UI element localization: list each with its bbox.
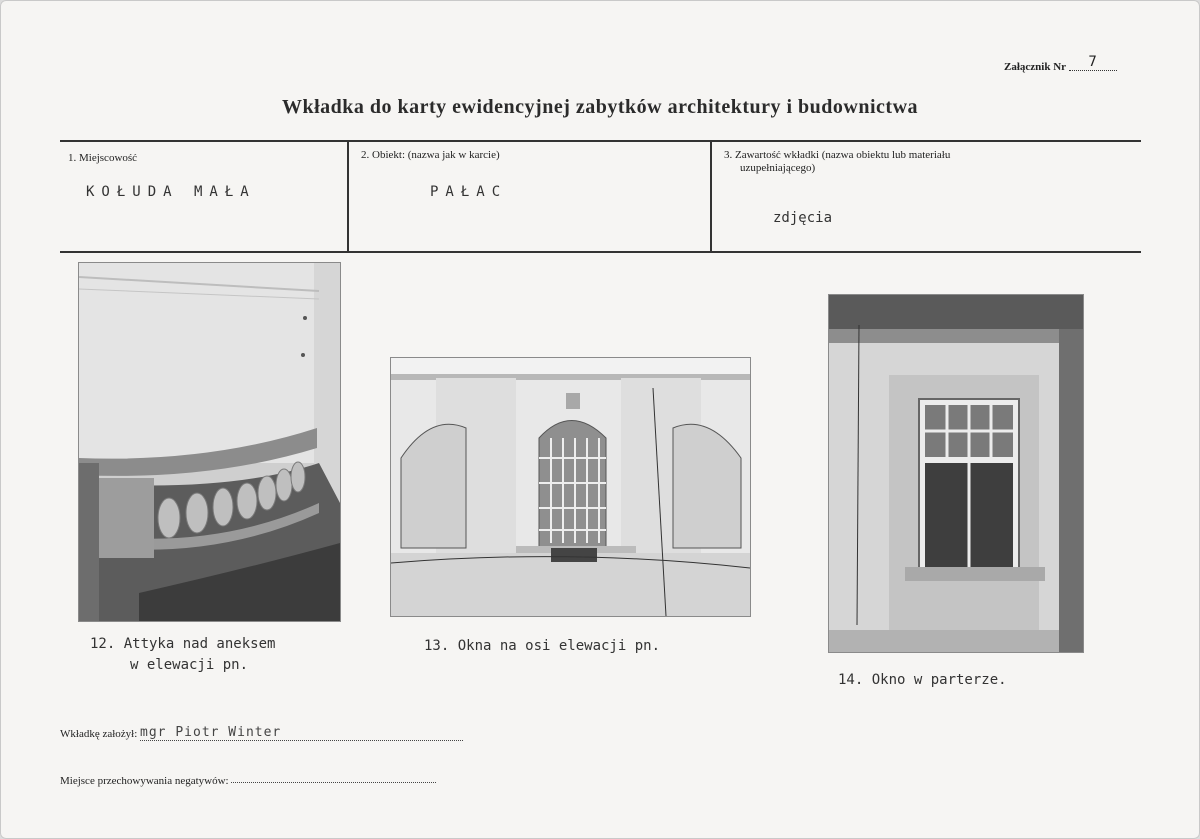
caption-13: 13. Okna na osi elewacji pn.	[424, 638, 661, 654]
negatives-row	[60, 771, 436, 787]
table-top-rule	[60, 140, 1141, 142]
author-field	[140, 725, 463, 741]
object-value: PAŁAC	[430, 184, 508, 200]
caption-12-line2: w elewacji pn.	[130, 657, 249, 673]
author-value: mgr Piotr Winter	[140, 725, 282, 740]
page-title: Wkładka do karty ewidencyjnej zabytków architektury i budownictwa	[281, 96, 919, 118]
table-bottom-rule	[60, 251, 1141, 253]
place-value: KOŁUDA MAŁA	[86, 184, 256, 200]
annex-number	[1004, 54, 1117, 75]
caption-12-line1: 12. Attyka nad aneksem	[90, 636, 276, 652]
photo-balustrade	[78, 262, 341, 622]
contents-label-line2: uzupełniającego)	[740, 162, 816, 174]
caption-14: 14. Okno w parterze.	[838, 672, 1007, 688]
annex-label: Załącznik Nr	[1004, 61, 1066, 73]
photo-windows-axis	[390, 357, 751, 617]
contents-value: zdjęcia	[773, 210, 833, 226]
negatives-field	[231, 770, 436, 783]
table-divider-1	[347, 142, 349, 252]
table-divider-2	[710, 142, 712, 252]
author-label: Wkładkę założył:	[60, 728, 138, 740]
author-row	[60, 726, 463, 742]
negatives-label: Miejsce przechowywania negatywów:	[60, 775, 229, 787]
object-label: 2. Obiekt: (nazwa jak w karcie)	[361, 149, 500, 161]
place-label: 1. Miejscowość	[68, 152, 138, 164]
contents-label-line1: 3. Zawartość wkładki (nazwa obiektu lub materiału	[724, 149, 951, 161]
photo-ground-window	[828, 294, 1084, 653]
annex-value: 7	[1069, 54, 1117, 71]
